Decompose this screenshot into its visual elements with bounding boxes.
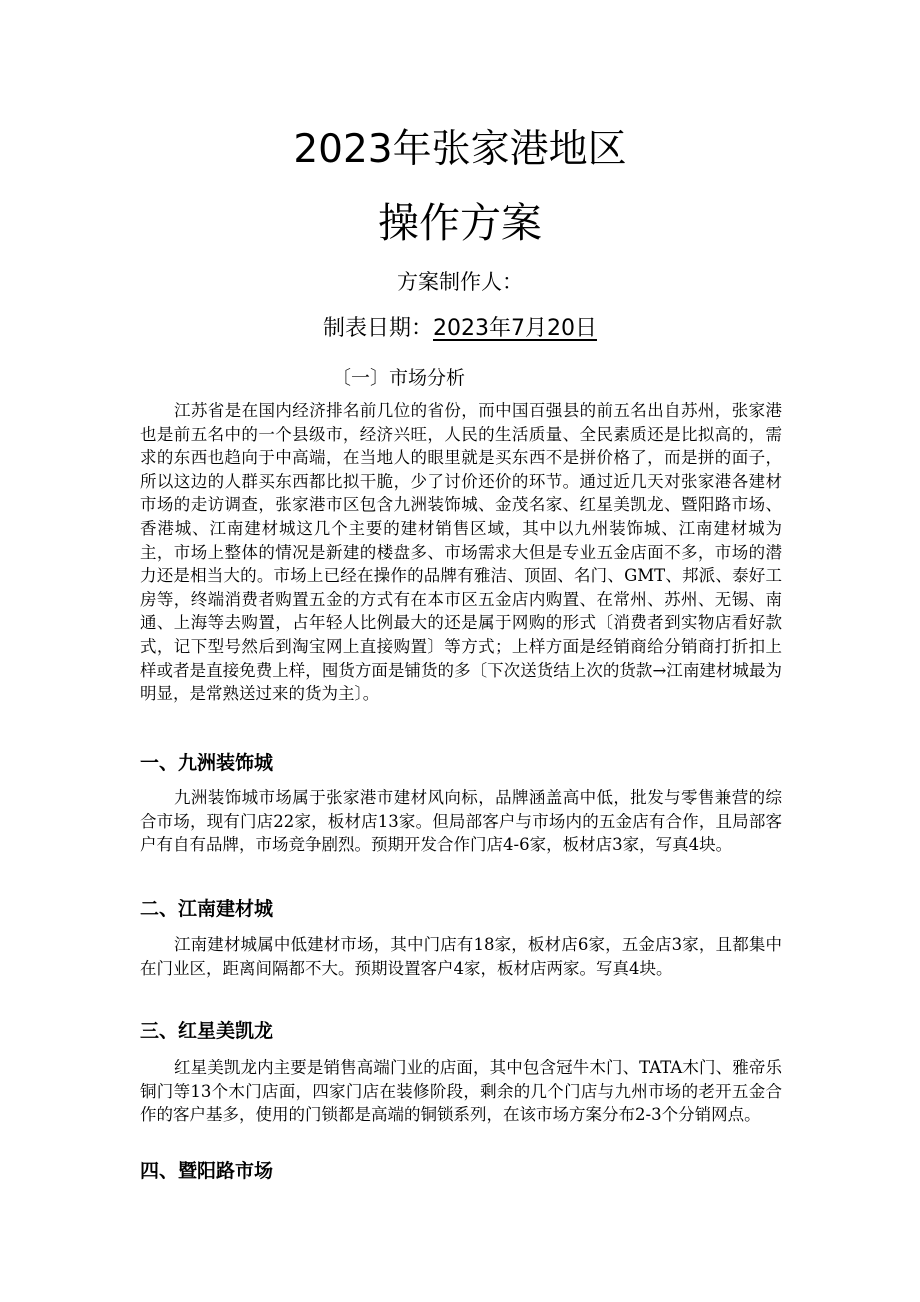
market-analysis-paragraph: 江苏省是在国内经济排名前几位的省份，而中国百强县的前五名出自苏州，张家港也是前五名中的一个县级市，经济兴旺，人民的生活质量、全民素质还是比拟高的，需求的东西也趋向于中高端，在当地人的眼里就是买东西不是拼价格了，而是拼的面子，所以这边的人群买东西都比拟干脆，少了讨价还价的环节。通过近几天对张家港各建材市场的走访调查，张家港市区包含九洲装饰城、金茂名家、红星美凯龙、暨阳路市场、香港城、江南建材城这几个主要的建材销售区域，其中以九州装饰城、江南建材城为主，市场上整体的情况是新建的楼盘多、市场需求大但是专业五金店面不多，市场的潜力还是相当大的。市场上已经在操作的品牌有雅洁、顶固、名门、GMT、邦派、泰好工房等，终端消费者购置五金的方式有在本市区五金店内购置、在常州、苏州、无锡、南通、上海等去购置，占年轻人比例最大的还是属于网购的形式〔消费者到实物店看好款式，记下型号然后到淘宝网上直接购置〕等方式；上样方面是经销商给分销商打折扣上样或者是直接免费上样，囤货方面是铺货的多〔下次送货结上次的货款→江南建材城最为明显，是常熟送过来的货为主〕。 <box>140 401 782 704</box>
document-title-line2: 操作方案 <box>378 199 542 247</box>
author-label: 方案制作人： <box>397 270 523 294</box>
section-heading-redstar: 三、红星美凯龙 <box>140 1020 274 1042</box>
document-title-line1: 2023年张家港地区 <box>293 127 627 172</box>
section-paragraph-jiangnan: 江南建材城属中低建材市场，其中门店有18家，板材店6家，五金店3家，且都集中在门业区，距离间隔都不大。预期设置客户4家，板材店两家。写真4块。 <box>140 935 782 978</box>
date-line <box>0 312 920 346</box>
section-heading-jiuzhou: 一、九洲装饰城 <box>140 752 274 774</box>
date-value: 2023年7月20日 <box>433 316 597 341</box>
author-line <box>0 266 920 298</box>
market-analysis-heading: 〔一〕市场分析 <box>332 367 466 389</box>
section-heading-jiangnan: 二、江南建材城 <box>140 898 274 920</box>
section-paragraph-redstar: 红星美凯龙内主要是销售高端门业的店面，其中包含冠牛木门、TATA木门、雅帝乐铜门等13个木门店面，四家门店在装修阶段，剩余的几个门店与九州市场的老开五金合作的客户基多，使用的门锁都是高端的铜锁系列，在该市场方案分布2-3个分销网点。 <box>140 1058 782 1125</box>
date-label: 制表日期： <box>323 316 434 341</box>
section-heading-jiyang-road: 四、暨阳路市场 <box>140 1160 274 1182</box>
section-paragraph-jiuzhou: 九洲装饰城市场属于张家港市建材风向标，品牌涵盖高中低，批发与零售兼营的综合市场，现有门店22家，板材店13家。但局部客户与市场内的五金店有合作，且局部客户有自有品牌，市场竞争剧烈。预期开发合作门店4-6家，板材店3家，写真4块。 <box>140 788 782 855</box>
